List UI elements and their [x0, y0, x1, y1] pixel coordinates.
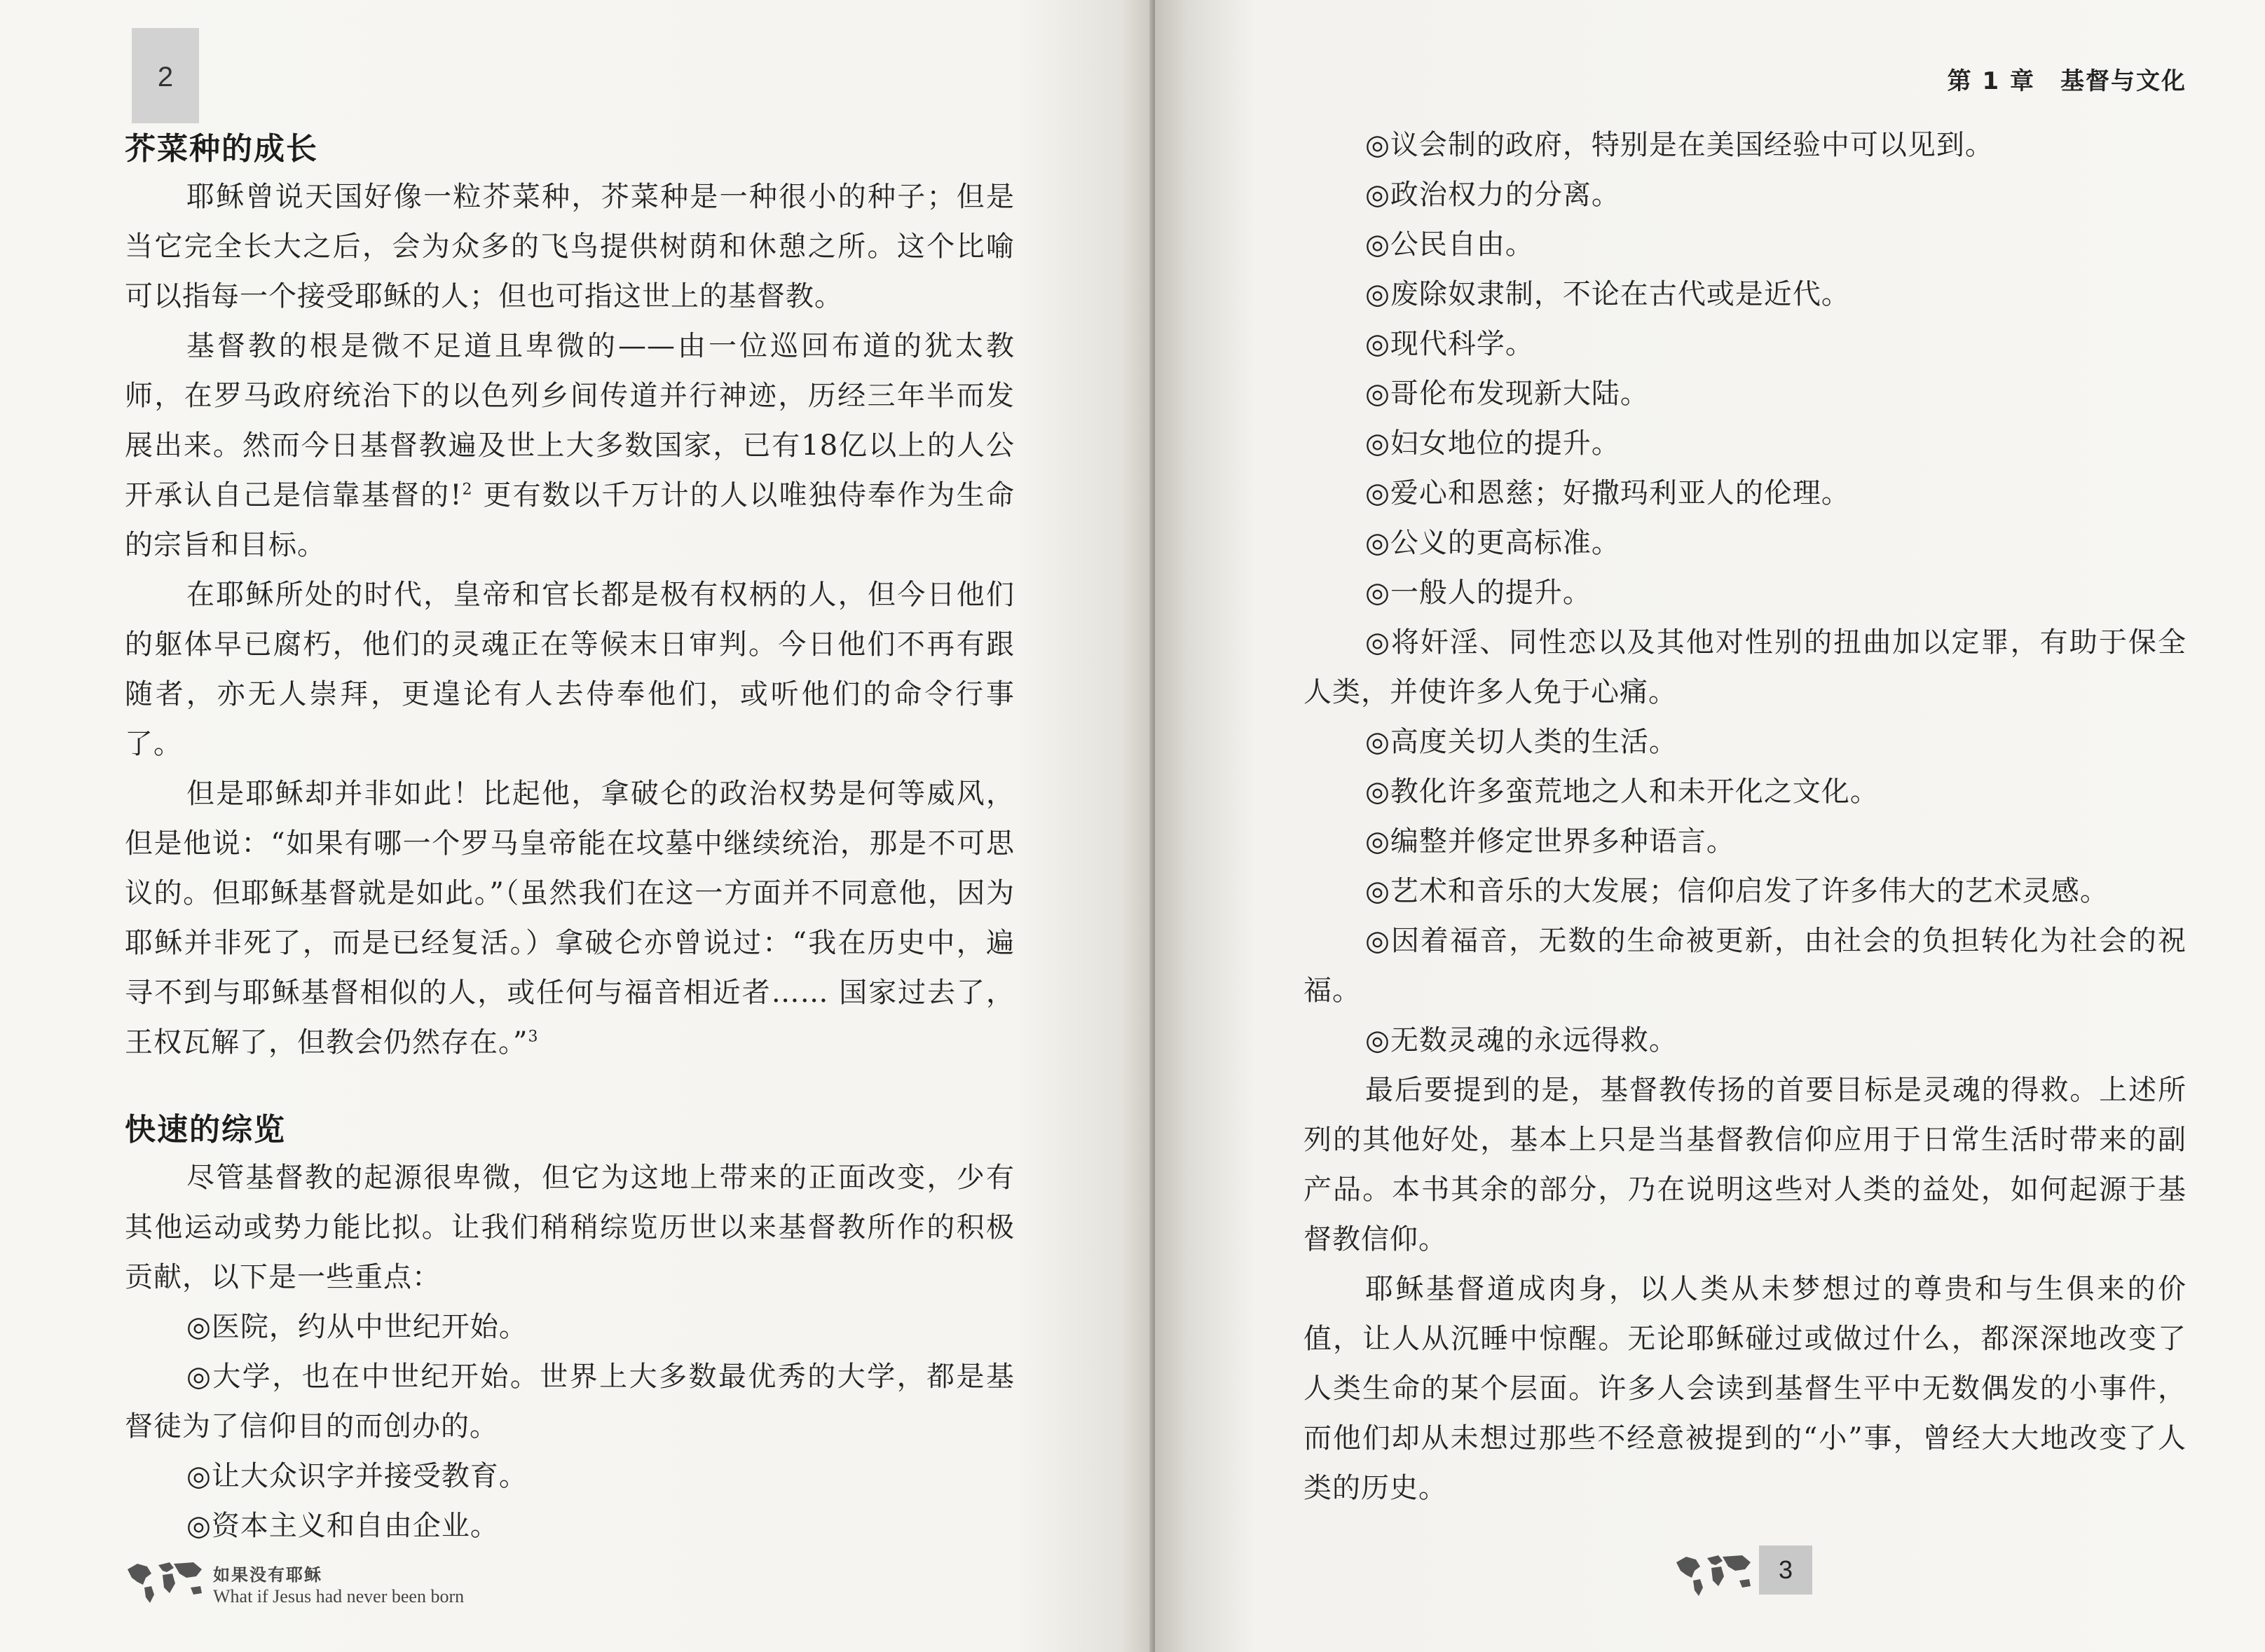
list-item: ◎公民自由。: [1365, 228, 1534, 261]
list-item: ◎政治权力的分离。: [1365, 179, 1620, 211]
list-item: ◎妇女地位的提升。: [1365, 427, 1620, 460]
section-heading-mustard-seed: 芥菜种的成长: [125, 131, 318, 167]
book-title-en: What if Jesus had never been born: [213, 1586, 465, 1606]
footnote-marker: 3: [528, 1028, 539, 1046]
list-item: ◎公义的更高标准。: [1365, 527, 1620, 559]
paragraph: 尽管基督教的起源很卑微，但它为这地上带来的正面改变，少有其他运动或势力能比拟。让我们稍稍综览历世以来基督教所作的积极贡献，以下是一些重点：: [125, 1162, 1015, 1293]
right-page: [1155, 0, 2265, 1652]
world-map-icon: [1672, 1550, 1755, 1599]
list-item: ◎高度关切人类的生活。: [1365, 726, 1678, 758]
list-item: ◎大学，也在中世纪开始。世界上大多数最优秀的大学，都是基督徒为了信仰目的而创办的。: [125, 1361, 1015, 1443]
page-number: 3: [1778, 1555, 1793, 1584]
chapter-header: 第 1 章 基督与文化: [1947, 67, 2187, 95]
paragraph-text-continued: 更有数以千万计的人以唯独侍奉作为生命的宗旨和目标。: [125, 479, 1015, 561]
list-item: ◎无数灵魂的永远得救。: [1365, 1024, 1678, 1056]
list-item: ◎哥伦布发现新大陆。: [1365, 378, 1649, 410]
world-map-icon: [123, 1557, 206, 1606]
paragraph-text: 但是耶稣却并非如此！比起他，拿破仑的政治权势是何等威风，但是他说：“如果有哪一个罗马皇帝能在坟墓中继续统治，那是不可思议的。但耶稣基督就是如此。”（虽然我们在这一方面并不同意他，因为耶稣并非死了，而是已经复活。）拿破仑亦曾说过：“我在历史中，遍寻不到与耶稣基督相似的人，或任何与福音相近者…… 国家过去了，王权瓦解了，但教会仍然存在。”: [125, 778, 1015, 1059]
list-item: ◎将奸淫、同性恋以及其他对性别的扭曲加以定罪，有助于保全人类，并使许多人免于心痛。: [1303, 626, 2187, 708]
list-item: ◎一般人的提升。: [1365, 577, 1592, 609]
list-item: ◎资本主义和自由企业。: [186, 1510, 499, 1542]
paragraph: [125, 322, 1015, 570]
book-title-zh: 如果没有耶稣: [213, 1565, 322, 1585]
paragraph: [125, 769, 1015, 1068]
paragraph: 在耶稣所处的时代，皇帝和官长都是极有权柄的人，但今日他们的躯体早已腐朽，他们的灵魂正在等候末日审判。今日他们不再有跟随者，亦无人崇拜，更遑论有人去侍奉他们，或听他们的命令行事了。: [125, 579, 1015, 760]
list-item: ◎编整并修定世界多种语言。: [1365, 825, 1735, 858]
list-item: ◎议会制的政府，特别是在美国经验中可以见到。: [1365, 129, 1994, 161]
list-item: ◎艺术和音乐的大发展；信仰启发了许多伟大的艺术灵感。: [1365, 875, 2109, 907]
paragraph: 耶稣曾说天国好像一粒芥菜种，芥菜种是一种很小的种子；但是当它完全长大之后，会为众多的飞鸟提供树荫和休憩之所。这个比喻可以指每一个接受耶稣的人；但也可指这世上的基督教。: [125, 181, 1015, 312]
page-number: 2: [157, 62, 174, 92]
list-item: ◎教化许多蛮荒地之人和未开化之文化。: [1365, 776, 1879, 808]
list-item: ◎让大众识字并接受教育。: [186, 1460, 528, 1492]
list-item: ◎废除奴隶制，不论在古代或是近代。: [1365, 278, 1850, 310]
list-item: ◎医院，约从中世纪开始。: [186, 1311, 528, 1343]
footnote-marker: 2: [462, 481, 473, 499]
section-heading-quick-overview: 快速的综览: [125, 1112, 286, 1148]
paragraph: 最后要提到的是，基督教传扬的首要目标是灵魂的得救。上述所列的其他好处，基本上只是当基督教信仰应用于日常生活时带来的副产品。本书其余的部分，乃在说明这些对人类的益处，如何起源于基督教信仰。: [1303, 1074, 2187, 1255]
list-item: ◎现代科学。: [1365, 328, 1534, 360]
paragraph-text: 基督教的根是微不足道且卑微的——由一位巡回布道的犹太教师，在罗马政府统治下的以色列乡间传道并行神迹，历经三年半而发展出来。然而今日基督教遍及世上大多数国家，已有18亿以上的人公开承认自己是信靠基督的!: [125, 330, 1015, 511]
page-number-box: [1759, 1546, 1812, 1595]
paragraph: 耶稣基督道成肉身，以人类从未梦想过的尊贵和与生俱来的价值，让人从沉睡中惊醒。无论耶稣碰过或做过什么，都深深地改变了人类生命的某个层面。许多人会读到基督生平中无数偶发的小事件，而他们却从未想过那些不经意被提到的“小”事，曾经大大地改变了人类的历史。: [1303, 1273, 2187, 1504]
list-item: ◎爱心和恩慈；好撒玛利亚人的伦理。: [1365, 477, 1850, 509]
list-item: ◎因着福音，无数的生命被更新，由社会的负担转化为社会的祝福。: [1303, 925, 2187, 1007]
page-number-tab: [132, 28, 199, 123]
